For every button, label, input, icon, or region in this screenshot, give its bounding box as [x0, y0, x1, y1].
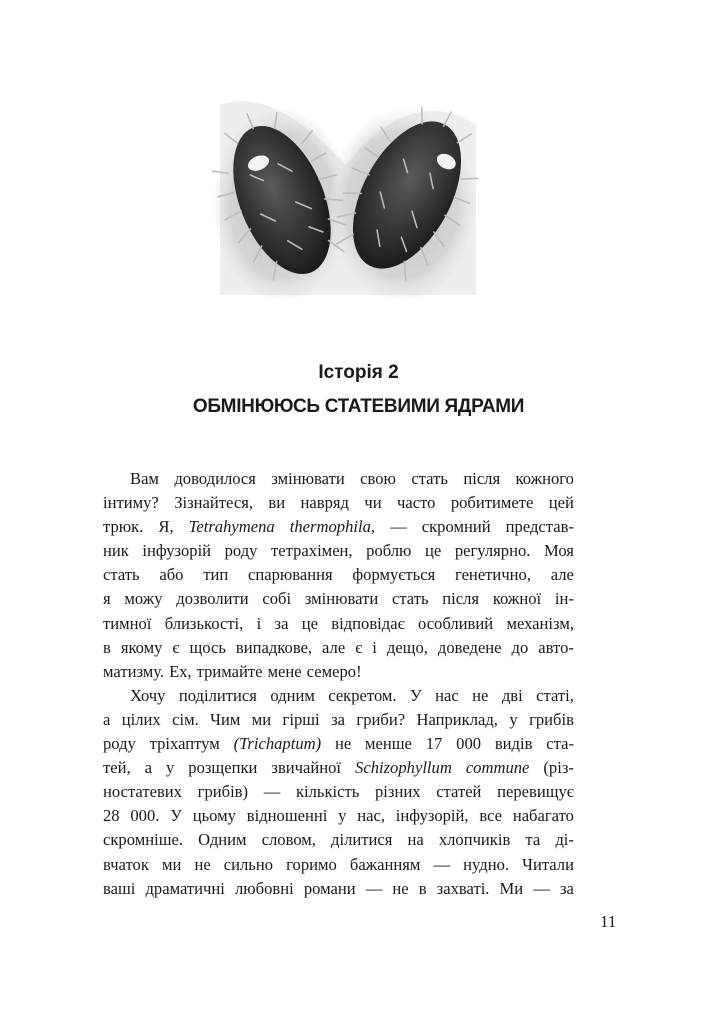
story-number: Історія 2: [318, 362, 399, 383]
word: нас,: [357, 806, 385, 826]
word: кожної: [492, 589, 542, 609]
word: і: [372, 637, 377, 657]
word: трюк.: [103, 517, 144, 537]
word: представ-: [505, 517, 574, 537]
word: стать: [391, 589, 429, 609]
word: є: [172, 637, 180, 657]
word: інфузорій,: [395, 806, 469, 826]
word: і: [256, 613, 262, 633]
word: це: [301, 613, 318, 633]
word: нудно.: [463, 854, 510, 874]
word: 17: [425, 734, 443, 754]
word: ми: [161, 854, 182, 874]
word: або: [159, 565, 184, 585]
word: механізм,: [506, 613, 574, 633]
word: гриби?: [356, 709, 406, 729]
word: горимо: [286, 854, 337, 874]
ciliates-illustration-icon: [212, 95, 480, 300]
word: статі,: [536, 685, 574, 705]
word: (Trichaptum): [233, 734, 322, 754]
word: можу: [124, 589, 163, 609]
word: стать: [103, 565, 140, 585]
word: бажанням: [349, 854, 421, 874]
word: захваті.: [436, 878, 490, 898]
word: у: [509, 709, 518, 729]
word: після: [442, 589, 480, 609]
word: стать: [411, 469, 448, 488]
word: а: [103, 709, 111, 729]
word: у: [166, 758, 175, 778]
text-line: [103, 804, 574, 828]
text-line: [103, 563, 574, 587]
word: авто-: [538, 637, 574, 657]
text-line: [103, 636, 574, 660]
word: в: [418, 878, 427, 898]
word: сім.: [172, 709, 199, 729]
word: випадкове,: [235, 637, 313, 657]
word: ваші: [103, 878, 136, 898]
word: Вам: [130, 469, 159, 488]
word: змінювати: [271, 469, 345, 488]
word: особливий: [417, 613, 494, 633]
word: генетично,: [454, 565, 531, 585]
word: є: [355, 637, 363, 657]
word: Ми: [499, 878, 524, 898]
word: щось: [189, 637, 226, 657]
word: нас: [435, 685, 459, 705]
text-line: [103, 853, 574, 877]
word: ділитися: [331, 830, 393, 850]
word: Наприклад,: [416, 709, 498, 729]
word: тримайте: [196, 661, 263, 681]
word: У: [409, 685, 422, 705]
word: на: [407, 830, 424, 850]
word: не: [472, 685, 489, 705]
word: (різ-: [543, 758, 574, 778]
word: за: [274, 613, 289, 633]
word: до: [511, 637, 529, 657]
word: романи: [303, 878, 356, 898]
word: хлопчиків: [438, 830, 511, 850]
word: сильно: [223, 854, 274, 874]
word: —: [365, 878, 383, 898]
word: грибів): [197, 782, 249, 802]
word: собі: [262, 589, 292, 609]
word: скромніше.: [103, 830, 183, 850]
word: навряд: [300, 493, 349, 513]
word: словом,: [261, 830, 316, 850]
word: —: [390, 517, 407, 537]
word: ста-: [546, 734, 574, 754]
word: близькості,: [164, 613, 244, 633]
word: інфузорій: [142, 541, 212, 561]
word: не: [392, 878, 409, 898]
word: ностатевих: [103, 782, 182, 802]
word: за: [331, 709, 345, 729]
word: семеро!: [306, 661, 362, 681]
word: роду: [224, 541, 258, 561]
text-line: [103, 877, 574, 901]
word: не: [334, 734, 352, 754]
word: драматичні: [145, 878, 225, 898]
word: дві: [501, 685, 523, 705]
word: тетрахімен,: [271, 541, 353, 561]
word: відношенні: [246, 806, 328, 826]
word: Schizophyllum: [355, 758, 452, 778]
word: Моя: [543, 541, 574, 561]
text-line: [103, 539, 574, 563]
word: Хочу: [130, 685, 166, 705]
text-line: [103, 684, 574, 708]
word: робитимете: [450, 493, 534, 513]
word: 28: [103, 806, 120, 826]
text-line: [103, 612, 574, 636]
word: 000: [456, 734, 482, 754]
word: за: [559, 878, 574, 898]
word: набагато: [512, 806, 574, 826]
word: дозволити: [176, 589, 249, 609]
word: поділитися: [178, 685, 257, 705]
word: перевищує: [497, 782, 574, 802]
word: цей: [548, 493, 574, 513]
word: —: [533, 878, 550, 898]
word: гірші: [282, 709, 320, 729]
word: —: [433, 854, 451, 874]
text-line: [103, 491, 574, 515]
word: розщепки: [188, 758, 258, 778]
text-line: [103, 587, 574, 611]
word: ін-: [554, 589, 574, 609]
word: свою: [360, 469, 396, 488]
word: цьому: [192, 806, 236, 826]
word: одним: [270, 685, 315, 705]
word: це: [425, 541, 442, 561]
word: не: [194, 854, 211, 874]
word: інтиму?: [103, 493, 159, 513]
text-line: [103, 780, 574, 804]
text-line: [103, 828, 574, 852]
word: спарювання: [247, 565, 333, 585]
text-line: [103, 708, 574, 732]
word: тей,: [103, 758, 131, 778]
word: кожного: [515, 469, 574, 488]
text-line: [103, 732, 574, 756]
word: кількість: [295, 782, 360, 802]
word: звичайної: [271, 758, 342, 778]
word: Одним: [198, 830, 247, 850]
word: менше: [365, 734, 412, 754]
word: тимної: [103, 613, 152, 633]
word: commune: [465, 758, 530, 778]
word: Ех,: [169, 661, 192, 681]
word: Я,: [158, 517, 174, 537]
word: дещо,: [386, 637, 428, 657]
text-line: [103, 515, 574, 539]
word: регулярно.: [454, 541, 531, 561]
body-text: [103, 467, 574, 901]
chapter-title: ОБМІНЮЮСЬ СТАТЕВИМИ ЯДРАМИ: [192, 396, 525, 417]
word: цілих: [121, 709, 161, 729]
word: у: [338, 806, 347, 826]
word: Читали: [522, 854, 574, 874]
word: Чим: [210, 709, 241, 729]
word: а: [144, 758, 153, 778]
word: —: [263, 782, 281, 802]
word: У: [170, 806, 182, 826]
text-line: [103, 467, 574, 491]
word: тип: [203, 565, 229, 585]
word: секретом.: [328, 685, 397, 705]
word: роблю: [366, 541, 412, 561]
word: змінювати: [304, 589, 379, 609]
word: але: [550, 565, 574, 585]
word: доводилося: [174, 469, 256, 488]
word: грибів: [529, 709, 574, 729]
word: роду: [103, 734, 136, 754]
word: ви: [268, 493, 286, 513]
text-line: [103, 756, 574, 780]
word: формується: [352, 565, 436, 585]
word: після: [463, 469, 501, 488]
word: я: [103, 589, 111, 609]
word: тріхаптум: [149, 734, 220, 754]
word: якому: [120, 637, 163, 657]
word: любовні: [234, 878, 294, 898]
word: Tetrahymena: [188, 517, 275, 537]
word: видів: [494, 734, 533, 754]
word: thermophila,: [289, 517, 376, 537]
word: але: [322, 637, 346, 657]
word: ді-: [555, 830, 574, 850]
word: та: [525, 830, 541, 850]
word: матизму.: [103, 661, 165, 681]
text-line: [103, 660, 574, 684]
word: різних: [375, 782, 421, 802]
word: статей: [436, 782, 482, 802]
word: все: [479, 806, 503, 826]
word: вчаток: [103, 854, 149, 874]
word: 000.: [130, 806, 160, 826]
word: в: [103, 637, 111, 657]
word: чи: [364, 493, 382, 513]
word: відповідає: [331, 613, 405, 633]
word: доведене: [437, 637, 502, 657]
word: Зізнайтеся,: [174, 493, 253, 513]
word: ми: [251, 709, 272, 729]
page-number: 11: [600, 912, 617, 931]
word: скромний: [421, 517, 491, 537]
word: часто: [397, 493, 436, 513]
word: мене: [267, 661, 302, 681]
word: ник: [103, 541, 129, 561]
